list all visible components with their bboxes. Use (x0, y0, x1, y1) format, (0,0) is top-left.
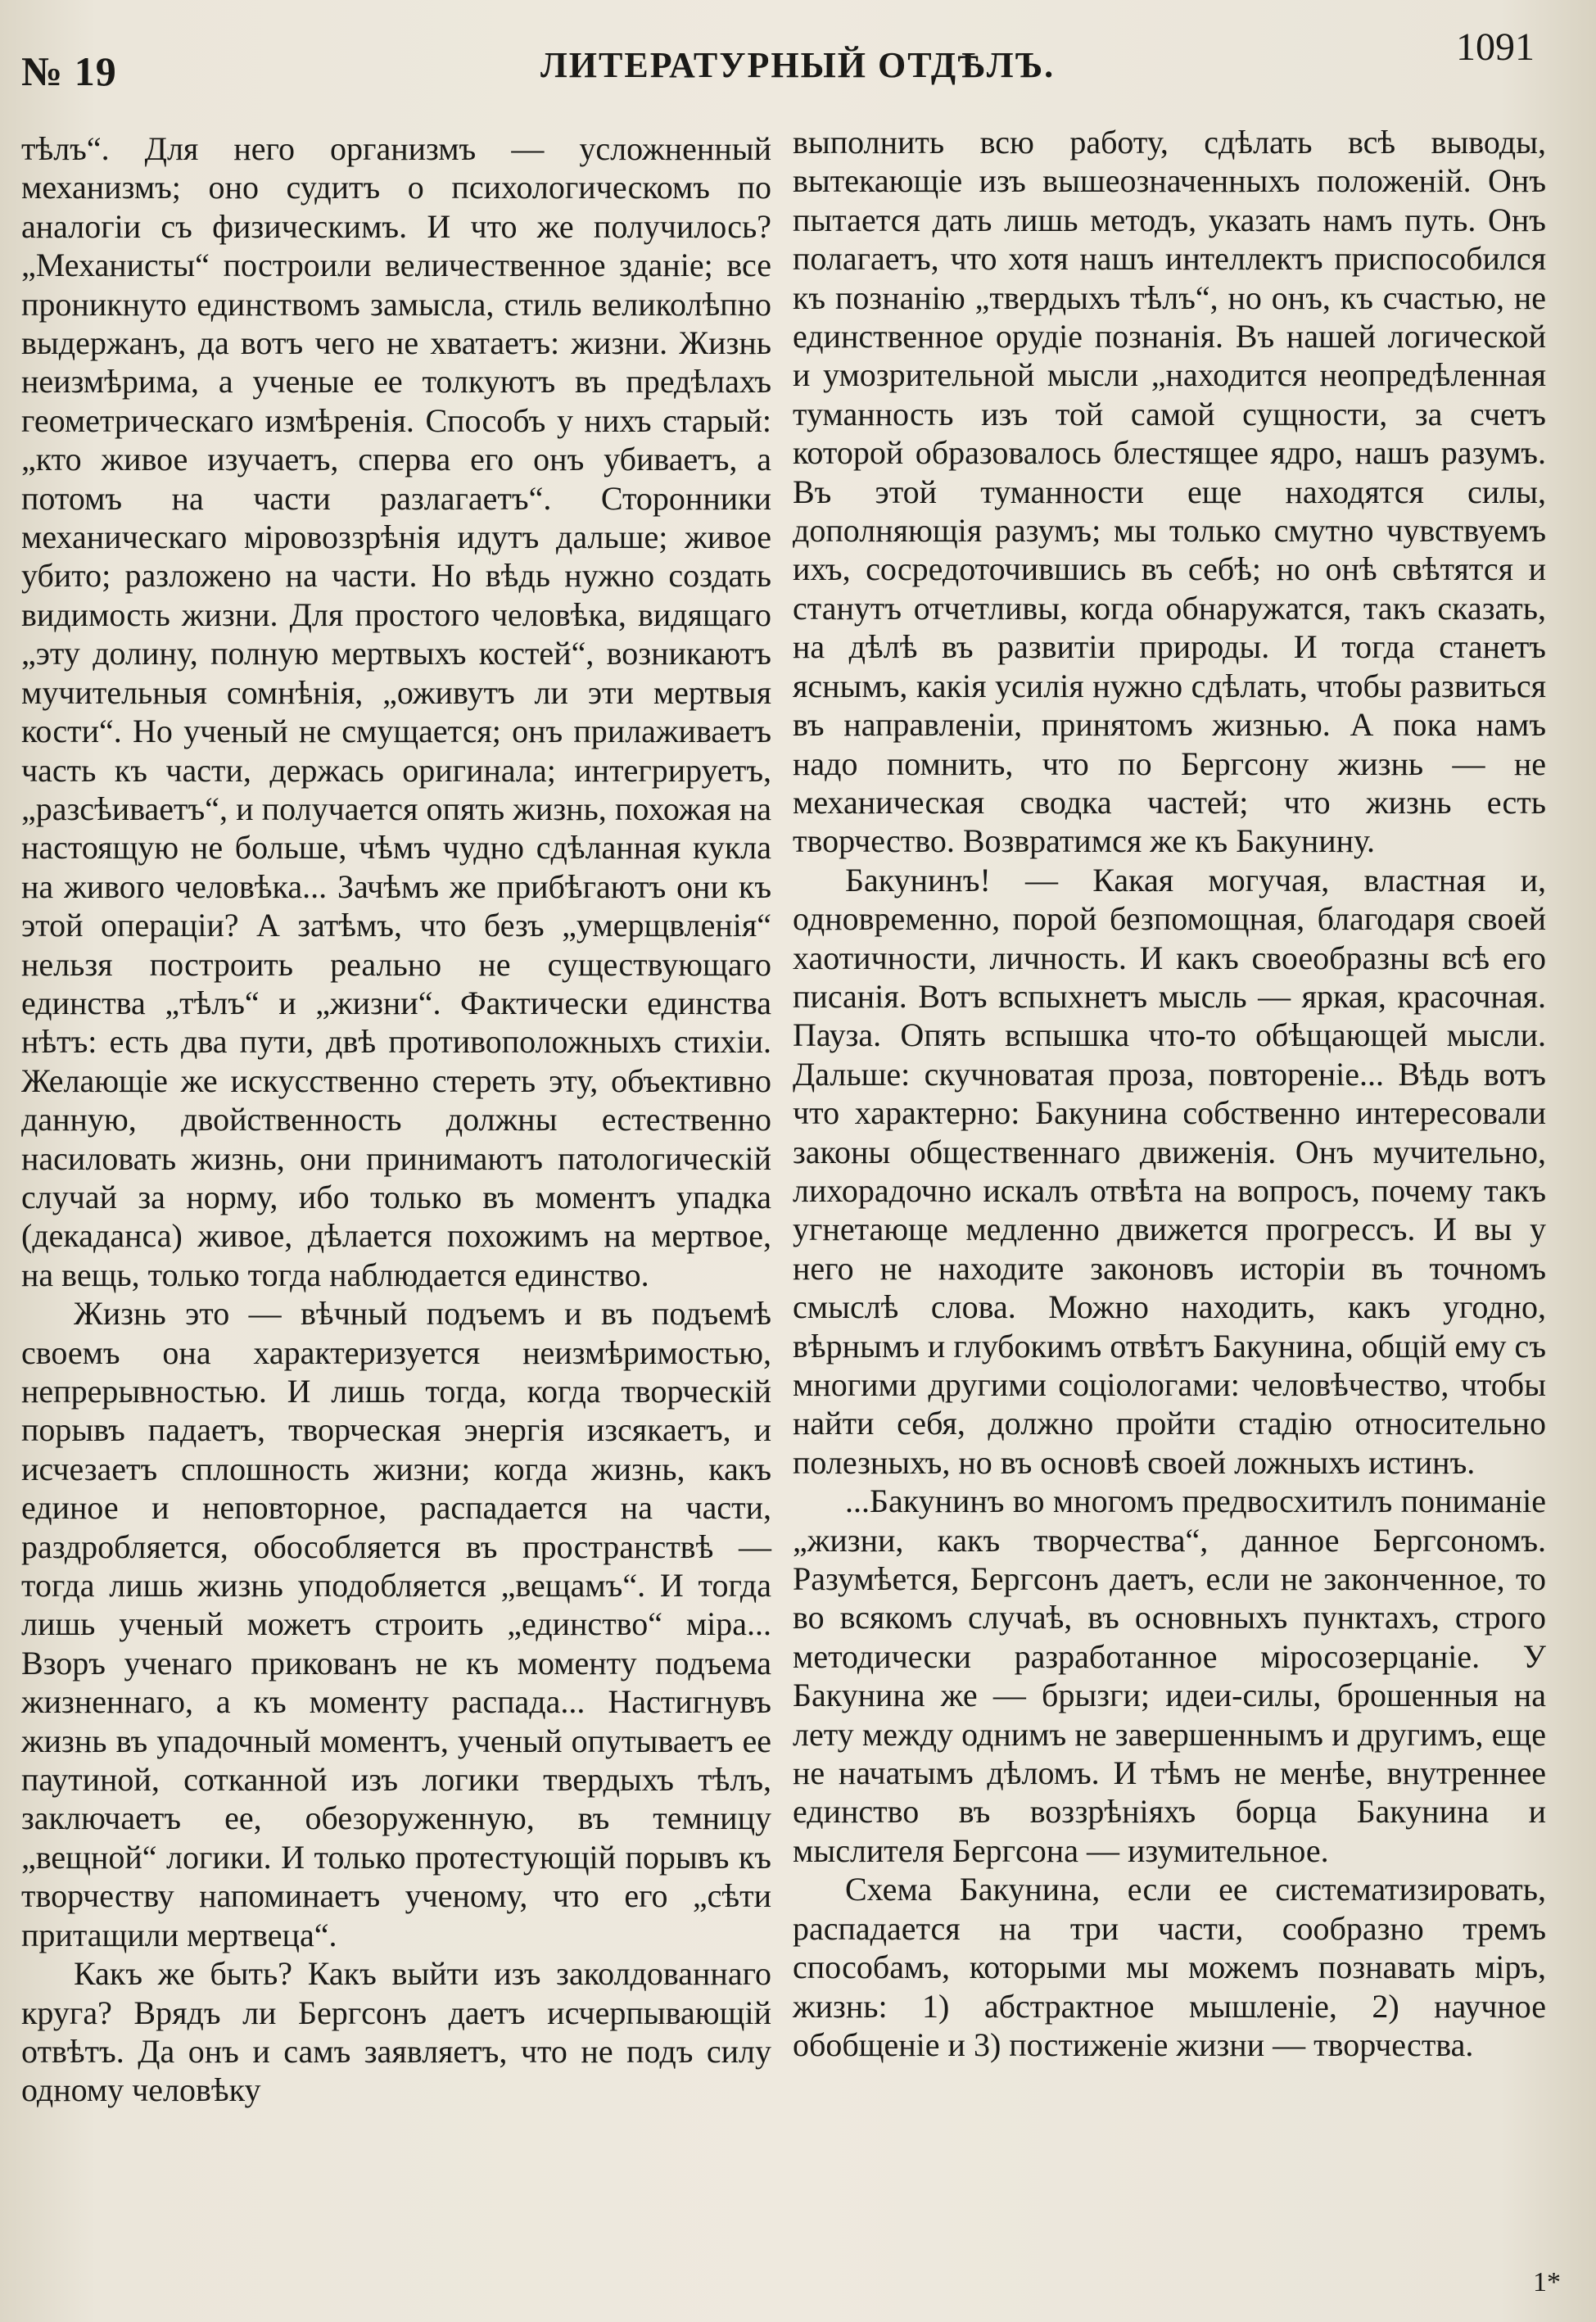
left-paragraph-1: тѣлъ“. Для него организмъ — усложненный механизмъ; оно судитъ о психологическомъ по аналогіи съ физическимъ. И что же получилось? „Механисты“ построили величественное зданіе; все проникнуто единствомъ замысла, стиль великолѣпно выдержанъ, да вотъ чего не хватаетъ: жизни. Жизнь неизмѣрима, а ученые ее толкуютъ въ предѣлахъ геометрическаго измѣренія. Способъ у нихъ старый: „кто живое изучаетъ, сперва его онъ убиваетъ, а потомъ на части разлагаетъ“. Сторонники механическаго міровоззрѣнія идутъ дальше; живое убито; разложено на части. Но вѣдь нужно создать видимость жизни. Для простого человѣка, видящаго „эту долину, полную мертвыхъ костей“, возникаютъ мучительныя сомнѣнія, „оживутъ ли эти мертвыя кости“. Но ученый не смущается; онъ прилаживаетъ часть къ части, держась оригинала; интегрируетъ, „разсѣиваетъ“, и получается опять жизнь, похожая на настоящую не больше, чѣмъ чудно сдѣланная кукла на живого человѣка... Зачѣмъ же прибѣгаютъ они къ этой операціи? А затѣмъ, что безъ „умерщвленія“ нельзя построить реально не существующаго единства „тѣлъ“ и „жизни“. Фактически единства нѣтъ: есть два пути, двѣ противоположныхъ стихіи. Желающіе же искусственно стереть эту, объективно данную, двойственность должны естественно насиловать жизнь, они принимаютъ патологическій случай за норму, ибо только въ моментъ упадка (декаданса) живое, дѣлается похожимъ на мертвое, на вещь, только тогда наблюдается единство. (21, 130, 771, 1293)
left-paragraph-2: Жизнь это — вѣчный подъемъ и въ подъемѣ своемъ она характеризуется неизмѣримостью, непрерывностью. И лишь тогда, когда творческій порывъ падаетъ, творческая энергія изсякаетъ, и исчезаетъ сплошность жизни; когда жизнь, какъ единое и неповторное, распадается на части, раздробляется, обособляется въ пространствѣ — тогда лишь жизнь уподобляется „вещамъ“. И тогда лишь ученый можетъ строить „единство“ міра... Взоръ ученаго прикованъ не къ моменту подъема жизненнаго, а къ моменту распада... Настигнувъ жизнь въ упадочный моментъ, ученый опутываетъ ее паутиной, сотканной изъ логики твердыхъ тѣлъ, заключаетъ ее, обезоруженную, въ темницу „вещной“ логики. И только протестующій порывъ къ творчеству напоминаетъ ученому, что его „сѣти притащили мертвеца“. (21, 1295, 771, 1953)
right-paragraph-4: Схема Бакунина, если ее систематизировать, распадается на три части, сообразно тремъ способамъ, которыми мы можемъ познавать міръ, жизнь: 1) абстрактное мышленіе, 2) научное обобщеніе и 3) постиженіе жизни — творчества. (793, 1871, 1546, 2063)
issue-number: № 19 (21, 48, 117, 94)
left-paragraph-3: Какъ же быть? Какъ выйти изъ заколдованнаго круга? Врядъ ли Бергсонъ даетъ исчерпывающій отвѣтъ. Да онъ и самъ заявляетъ, что не подъ силу одному человѣку (21, 1955, 771, 2109)
right-paragraph-1: выполнить всю работу, сдѣлать всѣ выводы, вытекающіе изъ вышеозначенныхъ положеній. Онъ пытается дать лишь методъ, указать намъ путь. Онъ полагаетъ, что хотя нашъ интеллектъ приспособился къ познанію „твердыхъ тѣлъ“, но онъ, къ счастью, не единственное орудіе познанія. Въ нашей логической и умозрительной мысли „находится неопредѣленная туманность изъ той самой сущности, за счетъ которой образовалось блестящее ядро, нашъ разумъ. Въ этой туманности еще находятся силы, дополняющія разумъ; мы только смутно чувствуемъ ихъ, сосредоточившись въ себѣ; но онѣ свѣтятся и станутъ отчетливы, когда обнаружатся, такъ сказать, на дѣлѣ въ развитіи природы. И тогда станетъ яснымъ, какія усилія нужно сдѣлать, чтобы развиться въ направленіи, принятомъ жизнью. А пока намъ надо помнить, что по Бергсону жизнь — не механическая сводка частей; что жизнь есть творчество. Возвратимся же къ Бакунину. (793, 124, 1546, 860)
page-number: 1091 (1456, 25, 1535, 69)
left-text-column (21, 129, 771, 2110)
right-paragraph-2: Бакунинъ! — Какая могучая, властная и, одновременно, порой безпомощная, благодаря своей хаотичности, личность. И какъ своеобразны всѣ его писанія. Вотъ вспыхнетъ мысль — яркая, красочная. Пауза. Опять вспышка что-то обѣщающей мысли. Дальше: скучноватая проза, повтореніе... Вѣдь вотъ что характерно: Бакунина собственно интересовали законы общественнаго движенія. Онъ мучительно, лихорадочно искалъ отвѣта на вопросъ, почему такъ угнетающе медленно движется прогрессъ. И вы у него не находите законовъ исторіи въ точномъ смыслѣ слова. Можно находить, какъ угодно, вѣрнымъ и глубокимъ отвѣтъ Бакунина, общій ему съ многими другими соціологами: человѣчество, чтобы найти себя, должно пройти стадію относительно полезныхъ, но въ основѣ своей ложныхъ истинъ. (793, 861, 1546, 1481)
section-title: ЛИТЕРАТУРНЫЙ ОТДѢЛЪ. (540, 45, 1056, 85)
right-text-column (793, 123, 1546, 2064)
signature-mark: 1* (1533, 2267, 1561, 2297)
right-paragraph-3: ...Бакунинъ во многомъ предвосхитилъ пониманіе „жизни, какъ творчества“, данное Бергсономъ. Разумѣется, Бергсонъ даетъ, если не законченное, то во всякомъ случаѣ, въ основныхъ пунктахъ, строго методически разработанное міросозерцаніе. У Бакунина же — брызги; идеи-силы, брошенныя на лету между однимъ не завершеннымъ и другимъ, еще не начатымъ дѣломъ. И тѣмъ не менѣе, внутреннее единство въ воззрѣніяхъ борца Бакунина и мыслителя Бергсона — изумительное. (793, 1482, 1546, 1869)
